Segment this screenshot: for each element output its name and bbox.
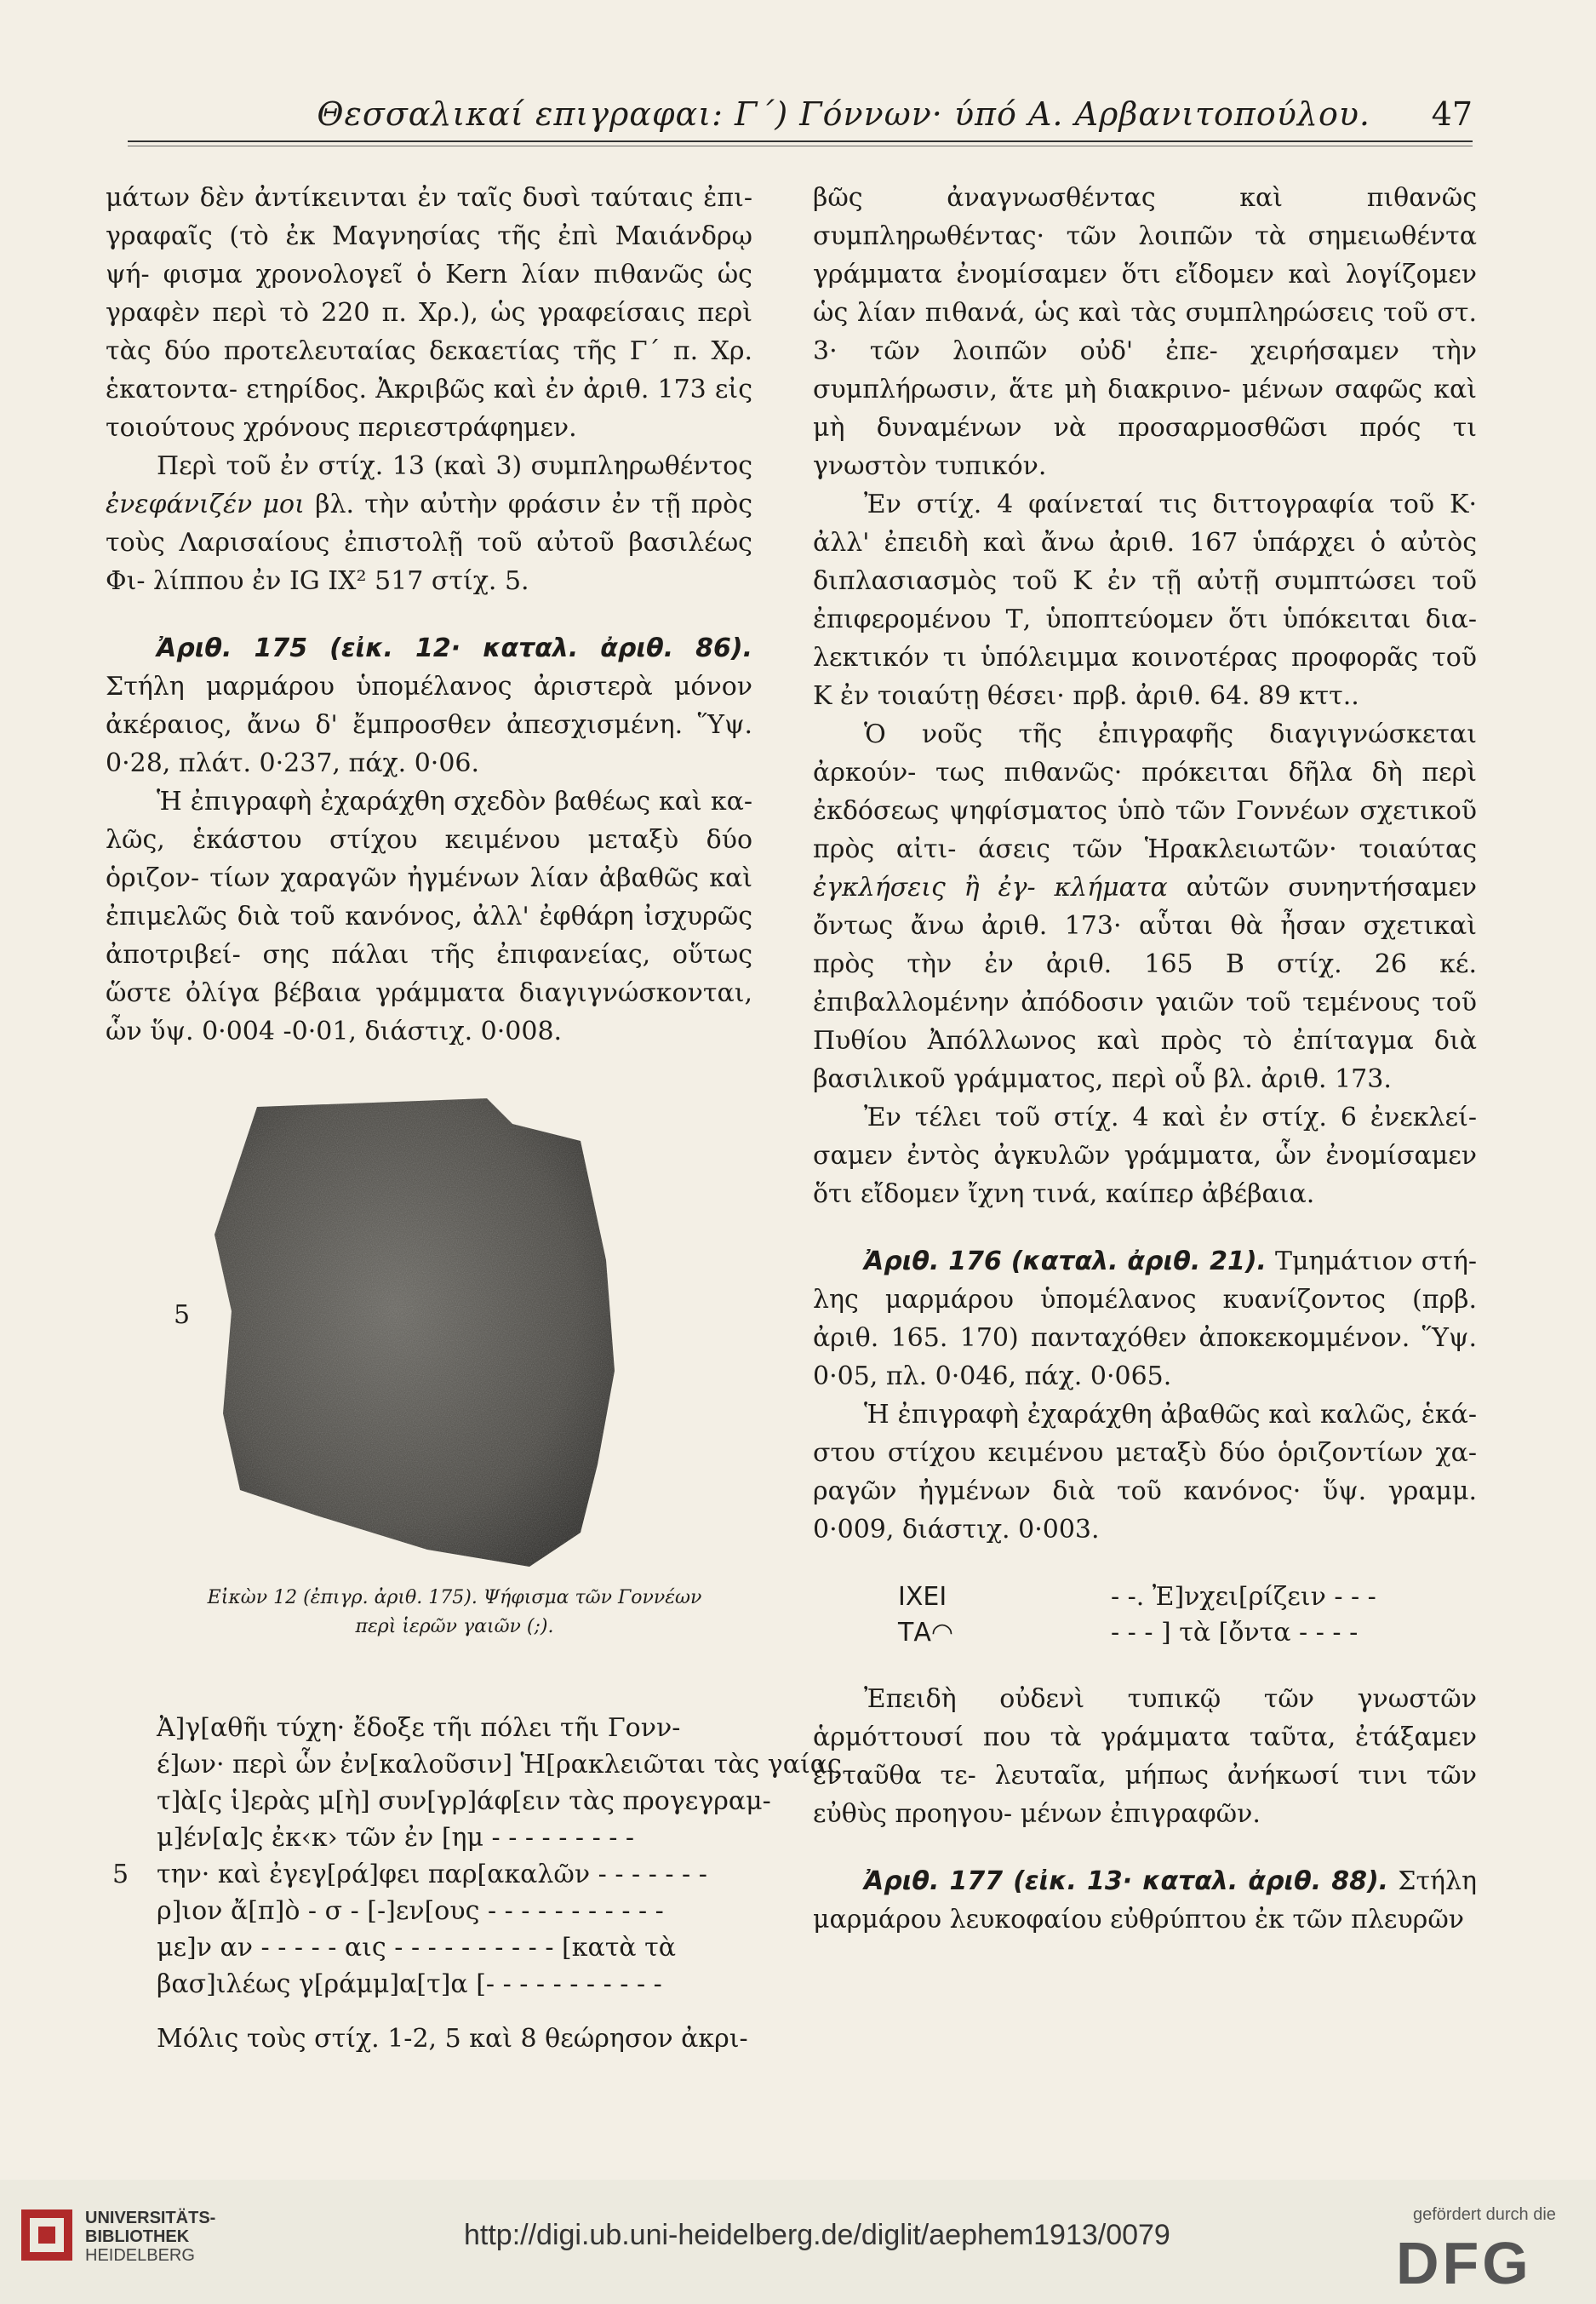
entry-177-heading: Ἀριθ. 177 (εἰκ. 13· καταλ. ἀριθ. 88).	[864, 1866, 1389, 1896]
inscription-176-lines	[813, 1561, 1477, 1680]
caption-line-1: Εἰκὼν 12 (ἐπιγρ. ἀριθ. 175). Ψήφισμα τῶν Γοννέων	[207, 1587, 702, 1608]
entry-175	[106, 629, 752, 782]
running-header	[128, 95, 1473, 138]
right-paragraph-2: Ἐν στίχ. 4 φαίνεταί τις διττογραφία τοῦ Κ· ἀλλ' ἐπειδὴ καὶ ἄνω ἀριθ. 167 ὑπάρχει ὁ αὐτὸς διπλασιασμὸς τοῦ Κ ἐν τῇ αὐτῇ συμπτώσει τοῦ ἐπιφερομένου Τ, ὑποπτεύομεν ὅτι ὑπόκειται δια- λεκτικόν τι ὑπόλειμμα κοινοτέρας προφορᾶς τοῦ Κ ἐν τοιαύτῃ θέσει· πρβ. ἀριθ. 64. 89 κττ..	[813, 490, 1477, 711]
left-paragraph-3: Ἡ ἐπιγραφὴ ἐχαράχθη σχεδὸν βαθέως καὶ κα- λῶς, ἑκάστου στίχου κειμένου μεταξὺ δύο ὁριζον- τίων χαραγῶν ἠγμένων λίαν ἀβαθῶς καὶ ἐπιμελῶς διὰ τοῦ κανόνος, ἀλλ' ἐφθάρη ἰσχυρῶς ἀποτριβεί- σης πάλαι τῆς ἐπιφανείας, οὕτως ὥστε ὀλίγα βέβαια γράμματα διαγιγνώσκονται, ὧν ὕψ. 0·004 -0·01, διάστιχ. 0·008.	[106, 787, 752, 1046]
entry-175-heading: Ἀριθ. 175 (εἰκ. 12· καταλ. ἀριθ. 86).	[157, 633, 752, 663]
entry-176-heading: Ἀριθ. 176 (καταλ. ἀριθ. 21).	[864, 1247, 1267, 1276]
inscription-line: 5 την· καὶ ἐγεγ[ρά]φει παρ[ακαλῶν - - - - - - -	[112, 1860, 707, 1889]
inscription-line: ρ]ιον ἄ[π]ὸ - σ - [-]εν[ους - - - - - - - - - - -	[157, 1896, 664, 1926]
entry-177-description: Στήλη μαρμάρου λευκοφαίου εὐθρύπτου ἐκ τῶν πλευρῶν	[813, 1866, 1478, 1934]
right-paragraph-1: βῶς ἀναγνωσθέντας καὶ πιθανῶς συμπληρωθέντας· τῶν λοιπῶν τὰ σημειωθέντα γράμματα ἐνομίσαμεν ὅτι εἴδομεν καὶ λογίζομεν ὡς λίαν πιθανά, ὡς καὶ τὰς συμπληρώσεις τοῦ στ. 3· τῶν λοιπῶν οὐδ' ἐπε- χειρήσαμεν τὴν συμπλήρωσιν, ἅτε μὴ διακρινο- μένων σαφῶς καὶ μὴ δυναμένων νὰ προσαρμοσθῶσι πρός τι γνωστὸν τυπικόν.	[813, 183, 1477, 481]
dfg-logo[interactable]: DFG	[1396, 2230, 1532, 2296]
source-url-link[interactable]: http://digi.ub.uni-heidelberg.de/diglit/aephem1913/0079	[464, 2219, 1170, 2251]
figure-caption	[157, 1584, 752, 1642]
caption-line-2: περὶ ἱερῶν γαιῶν (;).	[355, 1616, 554, 1637]
library-line-3: HEIDELBERG	[85, 2246, 195, 2265]
reading-line-2: - - - ] τὰ [ὄντα - - - -	[1111, 1618, 1359, 1648]
left-column	[106, 179, 842, 2058]
inscription-line: Ἀ]γ[αθῆι τύχη· ἔδοξε τῆι πόλει τῆι Γονν-	[157, 1713, 681, 1743]
left-paragraph-1: μάτων δὲν ἀντίκεινται ἐν ταῖς δυσὶ ταύταις ἐπι- γραφαῖς (τὸ ἐκ Μαγνησίας τῆς ἐπὶ Μαιάνδρῳ ψή- φισμα χρονολογεῖ ὁ Kern λίαν πιθανῶς ὡς γραφὲν περὶ τὸ 220 π. Χρ.), ὡς γραφείσαις περὶ τὰς δύο προτελευταίας δεκαετίας τῆς Γ΄ π. Χρ. ἑκατοντα- ετηρίδος. Ἀκριβῶς καὶ ἐν ἀριθ. 173 εἰς τοιούτους χρόνους περιεστράφημεν.	[106, 183, 752, 443]
figure-line-number: 5	[174, 1300, 191, 1330]
inscription-line: τ]ὰ[ς ἱ]ερὰς μ[ὴ] συν[γρ]άφ[ειν τὰς προγεγραμ-	[157, 1786, 771, 1816]
inscription-line: με]ν αν - - - - - αις - - - - - - - - - - [κατὰ τὰ	[157, 1933, 676, 1963]
entry-177	[813, 1862, 1477, 1939]
entry-176-description: Τμημάτιον στή- λης μαρμάρου ὑπομέλανος κυανίζοντος (πρβ. ἀριθ. 165. 170) πανταχόθεν ἀποκεκομμένον. Ὕψ. 0·05, πλ. 0·046, πάχ. 0·065.	[813, 1247, 1477, 1391]
letters-line-1: ΙΧΕΙ	[898, 1582, 947, 1612]
inscription-line: μ]έν[α]ς ἐκ‹κ› τῶν ἐν [ημ - - - - - - - - -	[157, 1823, 635, 1853]
right-paragraph-4: Ἐν τέλει τοῦ στίχ. 4 καὶ ἐν στίχ. 6 ἐνεκλεί- σαμεν ἐντὸς ἀγκυλῶν γράμματα, ὧν ἐνομίσαμεν ὅτι εἴδομεν ἴχνη τινά, καίπερ ἀβέβαια.	[813, 1103, 1477, 1209]
library-line-1: UNIVERSITÄTS-	[85, 2209, 216, 2227]
inscription-line: βασ]ιλέως γ[ράμμ]α[τ]α [- - - - - - - - - - -	[157, 1969, 662, 1999]
library-line-2: BIBLIOTHEK	[85, 2227, 190, 2246]
right-paragraph-6: Ἐπειδὴ οὐδενὶ τυπικῷ τῶν γνωστῶν ἁρμόττουσί που τὰ γράμματα ταῦτα, ἐτάξαμεν ἐνταῦθα τε- λευταῖα, μήπως ἀνήκωσί τινι τῶν εὐθὺς προηγου- μένων ἐπιγραφῶν.	[813, 1684, 1477, 1829]
right-column	[813, 179, 1477, 1939]
reading-line-1: - -. Ἐ]νχει[ρίζειν - - -	[1111, 1582, 1376, 1612]
letters-line-2: ΤΑ◠	[898, 1618, 954, 1648]
right-paragraph-5: Ἡ ἐπιγραφὴ ἐχαράχθη ἀβαθῶς καὶ καλῶς, ἑκά- στου στίχου κειμένου μεταξὺ δύο ὁριζοντίων χα- ραγῶν ἠγμένων διὰ τοῦ κανόνος· ὕψ. γραμμ. 0·009, διάστιχ. 0·003.	[813, 1400, 1477, 1545]
page-number: 47	[1431, 95, 1473, 133]
right-paragraph-3: Ὁ νοῦς τῆς ἐπιγραφῆς διαγιγνώσκεται ἀρκούν- τως πιθανῶς· πρόκειται δῆλα δὴ περὶ ἐκδόσεως ψηφίσματος ὑπὸ τῶν Γοννέων σχετικοῦ πρὸς αἰτι- άσεις τῶν Ἡρακλειωτῶν· τοιαύτας ἐγκλήσεις ἢ ἐγ- κλήματα αὐτῶν συνηντήσαμεν ὄντως ἄνω ἀριθ. 173· αὗται θὰ ἦσαν σχετικαὶ πρὸς τὴν ἐν ἀριθ. 165 Β στίχ. 26 κέ. ἐπιβαλλομένην ἀπόδοσιν γαιῶν τοῦ τεμένους τοῦ Πυθίου Ἀπόλλωνος καὶ πρὸς τὸ ἐπίταγμα διὰ βασιλικοῦ γράμματος, περὶ οὗ βλ. ἀριθ. 173.	[813, 719, 1477, 1094]
inscription-text	[106, 1710, 842, 2003]
funded-by-label: gefördert durch die	[1413, 2205, 1556, 2224]
library-name	[85, 2209, 215, 2265]
entry-176	[813, 1242, 1477, 1396]
p2-intro: Περὶ τοῦ ἐν στίχ. 13 (καὶ 3) συμπληρωθέντος	[157, 451, 752, 481]
inscription-line: έ]ων· περὶ ὧν ἐν[καλοῦσιν] Ἡ[ρακλειῶται τὰς γαίας	[157, 1750, 842, 1780]
p2-italic-phrase: ἐνεφάνιζέν μοι	[106, 490, 305, 519]
header-rule	[128, 140, 1473, 142]
ub-heidelberg-logo-icon[interactable]	[17, 2205, 77, 2265]
left-paragraph-2	[106, 447, 752, 600]
p2-rest: βλ. τὴν αὐτὴν φράσιν ἐν τῇ πρὸς τοὺς Λαρισαίους ἐπιστολῇ τοῦ αὐτοῦ βασιλέως Φι- λίππου ἐν IG IX² 517 στίχ. 5.	[106, 490, 752, 596]
inscription-stone-photo	[206, 1090, 683, 1567]
left-paragraph-4: Μόλις τοὺς στίχ. 1-2, 5 καὶ 8 θεώρησον ἀκρι-	[157, 2024, 748, 2054]
entry-175-description: Στήλη μαρμάρου ὑπομέλανος ἀριστερὰ μόνον ἀκέραιος, ἄνω δ' ἔμπροσθεν ἀπεσχισμένη. Ὕψ. 0·28, πλάτ. 0·237, πάχ. 0·06.	[106, 672, 752, 778]
p3-italic-phrase: ἐγκλήσεις ἢ ἐγ- κλήματα	[813, 873, 1168, 903]
running-title: Θεσσαλικαί επιγραφαι: Γ΄) Γόννων· ύπό Α. Αρβανιτοπούλου.	[317, 95, 1370, 133]
figure-12	[106, 1073, 752, 1703]
